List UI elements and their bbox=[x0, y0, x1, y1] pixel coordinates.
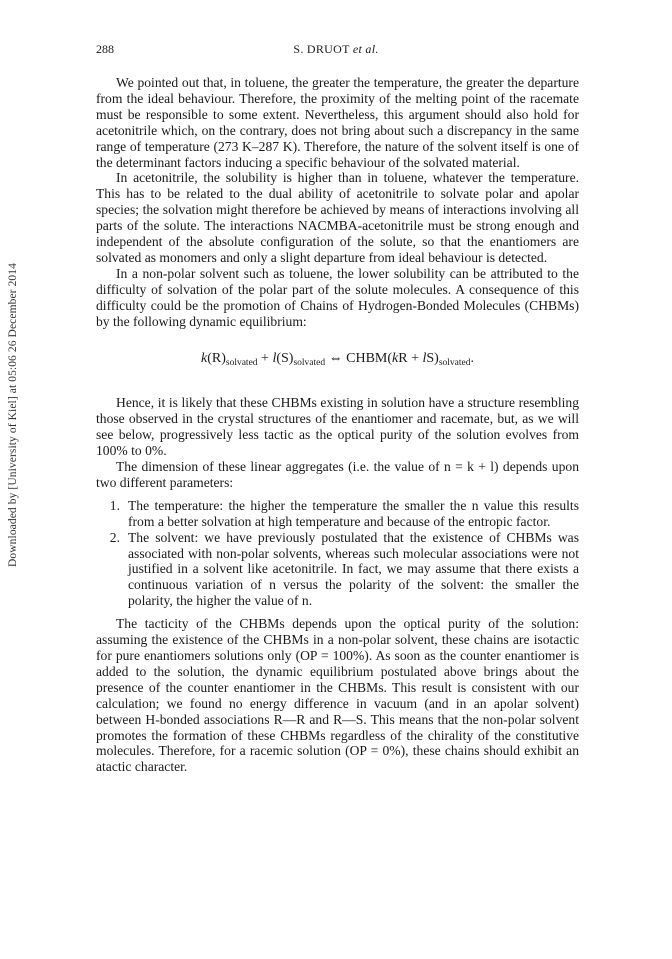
page-number: 288 bbox=[96, 42, 114, 56]
equilibrium-equation: $k(R)_{solvated} + l(S)_{solvated}$ ⇔ CHBM(kR + $lS)_{solvated}$. bbox=[200, 350, 475, 368]
paragraph-tacticity: The tacticity of the CHBMs depends upon the optical purity of the solution: assuming the existence of the CHBMs in a non-polar solvent, these chains are isotactic for pure enantiomers solutions only (OP = 100%). As soon as the counter enantiomer is added to the solution, the dynamic equilibrium postulated above brings about the presence of the counter enantiomer in the CHBMs. This result is consistent with our calculation; we found no energy difference in vacuum (and in an apolar solvent) between H-bonded associations R—R and R—S. This means that the non-polar solvent promotes the formation of these CHBMs regardless of the chirality of the constitutive molecules. Therefore, for a racemic solution (OP = 0%), these chains should exhibit an atactic character. bbox=[96, 616, 579, 775]
equilibrium-arrow: ⇔ bbox=[325, 350, 347, 366]
running-head bbox=[0, 42, 672, 57]
paragraph-acetonitrile: In acetonitrile, the solubility is higher than in toluene, whatever the temperature. This has to be related to the dual ability of acetonitrile to solvate polar and apolar species; the solvation might therefore be achieved by means of interactions involving all parts of the solute. The interactions NACMBA-acetonitrile must be strong enough and independent of the absolute configuration of the solute, so that the enantiomers are solvated as monomers and only a slight departure from ideal behaviour is detected. bbox=[96, 170, 579, 265]
list-item: 1. The temperature: the higher the temperature the smaller the n value this results from a better solvation at high temperature and because of the entropic factor. bbox=[109, 497, 579, 529]
paragraph-aggregate-dimension: The dimension of these linear aggregates (i.e. the value of n = k + l) depends upon two different parameters: bbox=[96, 459, 579, 490]
running-head-etal: et al. bbox=[352, 42, 379, 56]
article-body bbox=[96, 75, 579, 775]
parameter-list bbox=[96, 498, 579, 609]
paragraph-toluene: In a non-polar solvent such as toluene, the lower solubility can be attributed to the difficulty of solvation of the polar part of the solute molecules. A consequence of this difficulty could be the promotion of Chains of Hydrogen-Bonded Molecules (CHBMs) by the following dynamic equilibrium: bbox=[96, 265, 579, 329]
running-head-author: S. DRUOT bbox=[293, 42, 350, 56]
list-item: 2. The solvent: we have previously postulated that the existence of CHBMs was associated with non-polar solvents, whereas such molecular associations were not justified in a solvent like acetonitrile. In fact, we may assume that there exists a continuous variation of n versus the polarity of the solvent: the smaller the polarity, the higher the value of n. bbox=[109, 529, 579, 609]
paragraph-temperature: We pointed out that, in toluene, the greater the temperature, the greater the departure from the ideal behaviour. Therefore, the proximity of the melting point of the racemate must be responsible to some extent. Nevertheless, this argument should also hold for acetonitrile which, on the contrary, does not bring about such a discrepancy in the same range of temperature (273 K–287 K). Therefore, the nature of the solvent itself is one of the determinant factors inducing a specific behaviour of the solvated material. bbox=[96, 75, 579, 170]
download-notice-text: Downloaded by [University of Kiel] at 05:06 26 December 2014 bbox=[7, 263, 19, 567]
paragraph-chbm-structure: Hence, it is likely that these CHBMs existing in solution have a structure resembling those observed in the crystal structures of the enantiomer and racemate, but, as we will see below, progressively less tactic as the optical purity of the solution evolves from 100% to 0%. bbox=[96, 395, 579, 459]
download-watermark bbox=[2, 170, 24, 660]
